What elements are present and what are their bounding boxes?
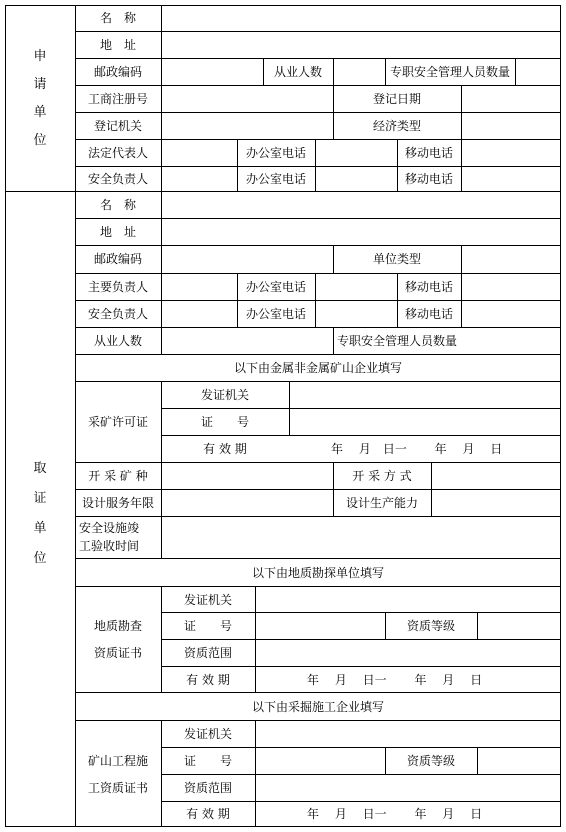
applicant-mobile-label-2: 移动电话 — [404, 172, 453, 186]
geo-cert-label-line2: 资质证书 — [93, 646, 142, 660]
mining-method-label: 开 采 方 式 — [352, 469, 412, 483]
metal-mining-notice: 以下由金属非金属矿山企业填写 — [233, 361, 402, 375]
geo-validity-date-range: 年 月 日一 年 月 日 — [307, 673, 483, 687]
design-life-label: 设计服务年限 — [81, 496, 154, 510]
cert-office-phone-label-1: 办公室电话 — [245, 280, 306, 294]
construction-notice: 以下由采掘施工企业填写 — [251, 700, 384, 714]
certificate-section-label-2: 证 — [33, 491, 47, 506]
eng-validity-label: 有 效 期 — [186, 807, 230, 821]
cert-safety-staff-count-label: 专职安全管理人员数量 — [336, 334, 457, 348]
applicant-reg-date-label: 登记日期 — [372, 92, 421, 106]
geo-validity-label: 有 效 期 — [186, 673, 230, 687]
applicant-postal-code-label: 邮政编码 — [93, 65, 142, 79]
applicant-safety-head-label: 安全负责人 — [87, 172, 148, 186]
applicant-section-label-2: 请 — [33, 77, 47, 92]
applicant-mobile-label-1: 移动电话 — [404, 146, 453, 160]
cert-main-head-label: 主要负责人 — [87, 280, 148, 294]
geo-grade-label: 资质等级 — [406, 619, 455, 633]
issuing-authority-label: 发证机关 — [200, 388, 249, 402]
eng-cert-label-line2: 工资质证书 — [87, 781, 148, 795]
certificate-section-label-3: 单 — [33, 521, 47, 536]
cert-mobile-label-2: 移动电话 — [404, 307, 453, 321]
validity-date-range: 年 月 日一 年 月 日 — [331, 442, 503, 456]
applicant-name-label: 名 称 — [99, 11, 136, 25]
applicant-address-label: 地 址 — [99, 38, 136, 52]
mining-permit-label: 采矿许可证 — [87, 415, 148, 429]
applicant-section-label-4: 位 — [33, 133, 47, 148]
cert-number-label: 证 号 — [200, 415, 249, 429]
cert-name-label: 名 称 — [99, 198, 136, 212]
mineral-type-label: 开 采 矿 种 — [88, 469, 148, 483]
cert-safety-head-label: 安全负责人 — [87, 307, 148, 321]
validity-label: 有 效 期 — [203, 442, 247, 456]
eng-cert-number-label: 证 号 — [183, 754, 232, 768]
cert-office-phone-label-2: 办公室电话 — [245, 307, 306, 321]
applicant-section-label-3: 单 — [33, 105, 47, 120]
safety-acceptance-label-line1: 安全设施竣 — [79, 521, 140, 535]
cert-unit-type-label: 单位类型 — [372, 252, 421, 266]
geo-cert-label-line1: 地质勘查 — [93, 619, 142, 633]
applicant-safety-staff-count-label: 专职安全管理人员数量 — [389, 65, 510, 79]
registration-form-table — [5, 5, 561, 827]
cert-address-label: 地 址 — [99, 225, 136, 239]
eng-validity-date-range: 年 月 日一 年 月 日 — [307, 807, 483, 821]
certificate-section-label-4: 位 — [33, 551, 47, 566]
eng-scope-label: 资质范围 — [183, 781, 232, 795]
applicant-reg-authority-label: 登记机关 — [93, 119, 142, 133]
geo-cert-number-label: 证 号 — [183, 619, 232, 633]
eng-issuing-authority-label: 发证机关 — [183, 727, 232, 741]
geo-exploration-notice: 以下由地质勘探单位填写 — [251, 566, 384, 580]
applicant-economic-type-label: 经济类型 — [372, 119, 421, 133]
applicant-office-phone-label-2: 办公室电话 — [245, 172, 306, 186]
applicant-office-phone-label-1: 办公室电话 — [245, 146, 306, 160]
applicant-business-reg-label: 工商注册号 — [87, 92, 148, 106]
eng-grade-label: 资质等级 — [406, 754, 455, 768]
geo-scope-label: 资质范围 — [183, 646, 232, 660]
design-capacity-label: 设计生产能力 — [345, 496, 418, 510]
applicant-legal-rep-label: 法定代表人 — [87, 146, 148, 160]
cert-postal-code-label: 邮政编码 — [93, 252, 142, 266]
eng-cert-label-line1: 矿山工程施 — [87, 754, 148, 768]
geo-issuing-authority-label: 发证机关 — [183, 593, 232, 607]
safety-acceptance-label-line2: 工验收时间 — [79, 539, 140, 553]
applicant-employee-count-label: 从业人数 — [273, 65, 322, 79]
applicant-section-label-1: 申 — [33, 49, 47, 64]
cert-mobile-label-1: 移动电话 — [404, 280, 453, 294]
cert-employee-count-label: 从业人数 — [93, 334, 142, 348]
certificate-section-label-1: 取 — [33, 461, 47, 476]
